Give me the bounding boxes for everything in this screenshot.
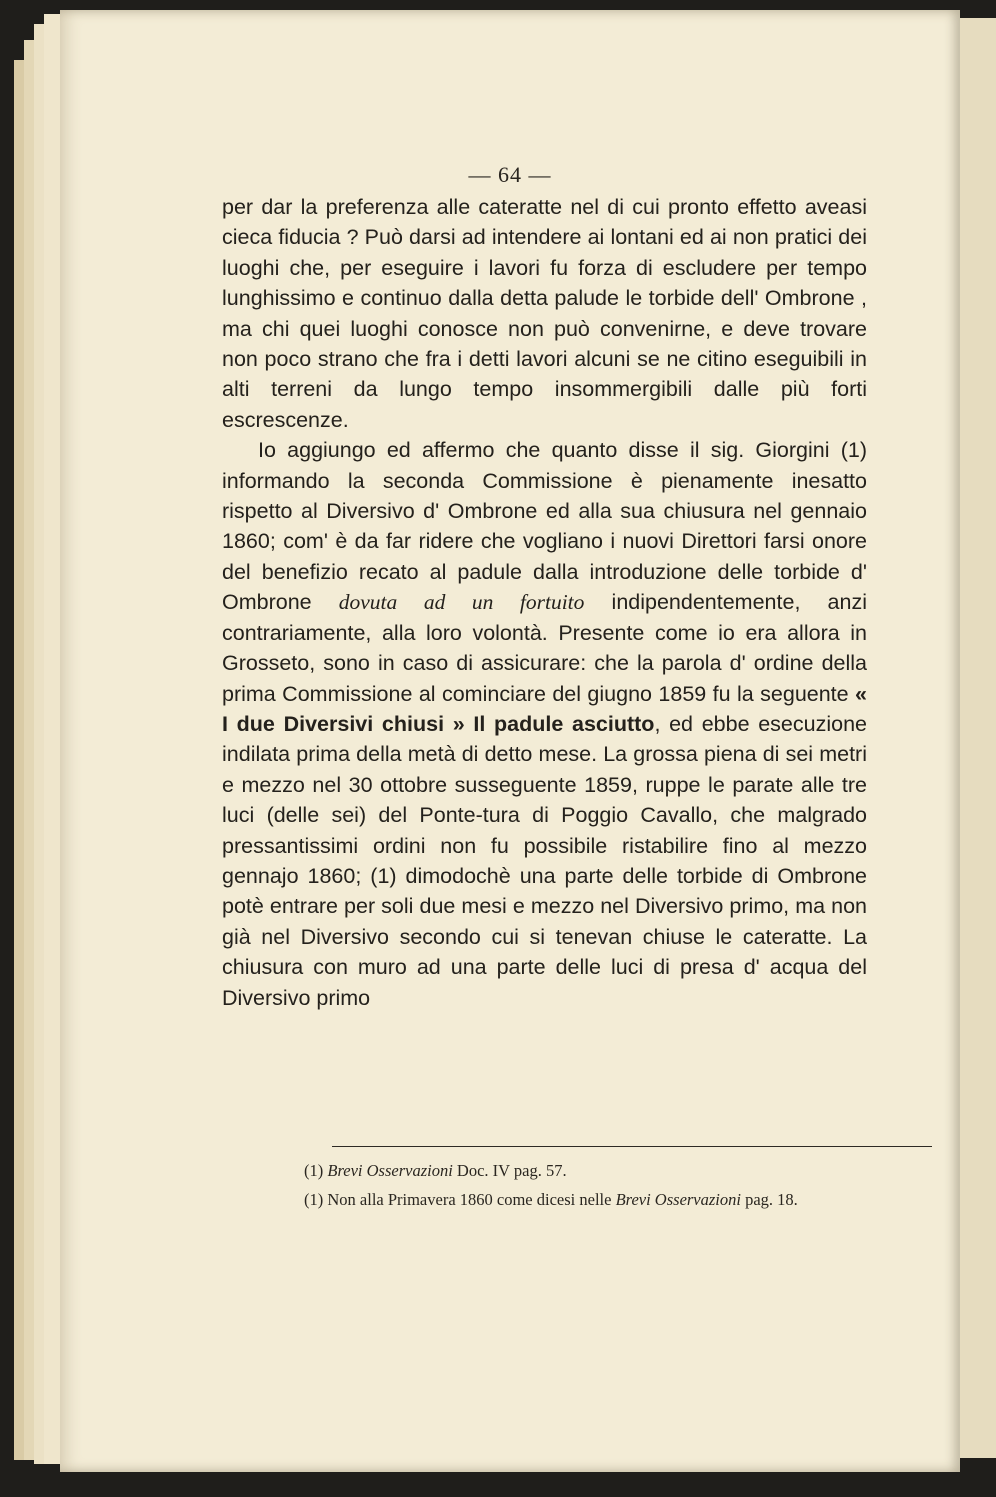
text-run: pag. 18.	[740, 1190, 798, 1209]
page-number: — 64 —	[468, 162, 552, 187]
text-run: , ed ebbe esecuzione indilata prima della metà di detto mese. La grossa piena di sei metri e mezzo nel 30 ottobre susseguente 1859, ruppe le parate alle tre luci (delle sei) del Ponte-tura di Poggio Cavallo, che malgrado pressantissimi ordini non fu possibile ristabilire fino al mezzo gennajo 1860; (1) dimodochè una parte delle torbide di Ombrone potè entrare per soli due mesi e mezzo nel Diversivo primo, ma non già nel Diversivo secondo cui si tenevan chiuse le cateratte. La chiusura con muro ad una parte delle luci di presa d' acqua del Diversivo primo	[222, 711, 867, 1010]
paragraph	[222, 192, 867, 435]
bold-text: « I due Diversivi chiusi » Il padule asciutto	[222, 681, 867, 736]
footnote-separator	[332, 1146, 932, 1147]
adjacent-page-edge	[958, 18, 996, 1458]
italic-text: dovuta ad un fortuito	[338, 590, 585, 615]
text-run: (1) Non alla Primavera 1860 come dicesi nelle	[304, 1190, 616, 1209]
footnote	[242, 1185, 872, 1214]
text-run: Doc. IV pag. 57.	[452, 1161, 567, 1180]
italic-text: Brevi Osservazioni	[615, 1190, 741, 1209]
text-run: indipendentemente, anzi contrariamente, alla loro volontà. Presente come io era allora in Grosseto, sono in caso di assicurare: che la parola d' ordine della prima Commissione al cominciare del giugno 1859 fu la seguente	[222, 590, 867, 706]
italic-text: Brevi Osservazioni	[327, 1161, 453, 1180]
text-run: (1)	[304, 1161, 328, 1180]
footnote	[242, 1156, 872, 1185]
text-run: per dar la preferenza alle cateratte nel di cui pronto effetto aveasi cieca fiducia ? Può darsi ad intendere ai lontani ed ai non pratici dei luoghi che, per eseguire i lavori fu forza di escludere per tempo lunghissimo e continuo dalla detta palude le torbide dell' Ombrone , ma chi quei luoghi conosce non può convenirne, e deve trovare non poco strano che fra i detti lavori alcuni se ne citino eseguibili in alti terreni da lungo tempo insommergibili dalle più forti escrescenze.	[222, 195, 867, 432]
footnotes	[242, 1156, 872, 1214]
text-run: Io aggiungo ed affermo che quanto disse il sig. Giorgini (1) informando la seconda Commissione è pienamente inesatto rispetto al Diversivo d' Ombrone ed alla sua chiusura nel gennaio 1860; com' è da far ridere che vogliano i nuovi Direttori farsi onore del benefizio recato al padule dalla introduzione delle torbide d' Ombrone	[222, 438, 867, 615]
body-text	[222, 192, 867, 1013]
paragraph	[222, 435, 867, 1013]
